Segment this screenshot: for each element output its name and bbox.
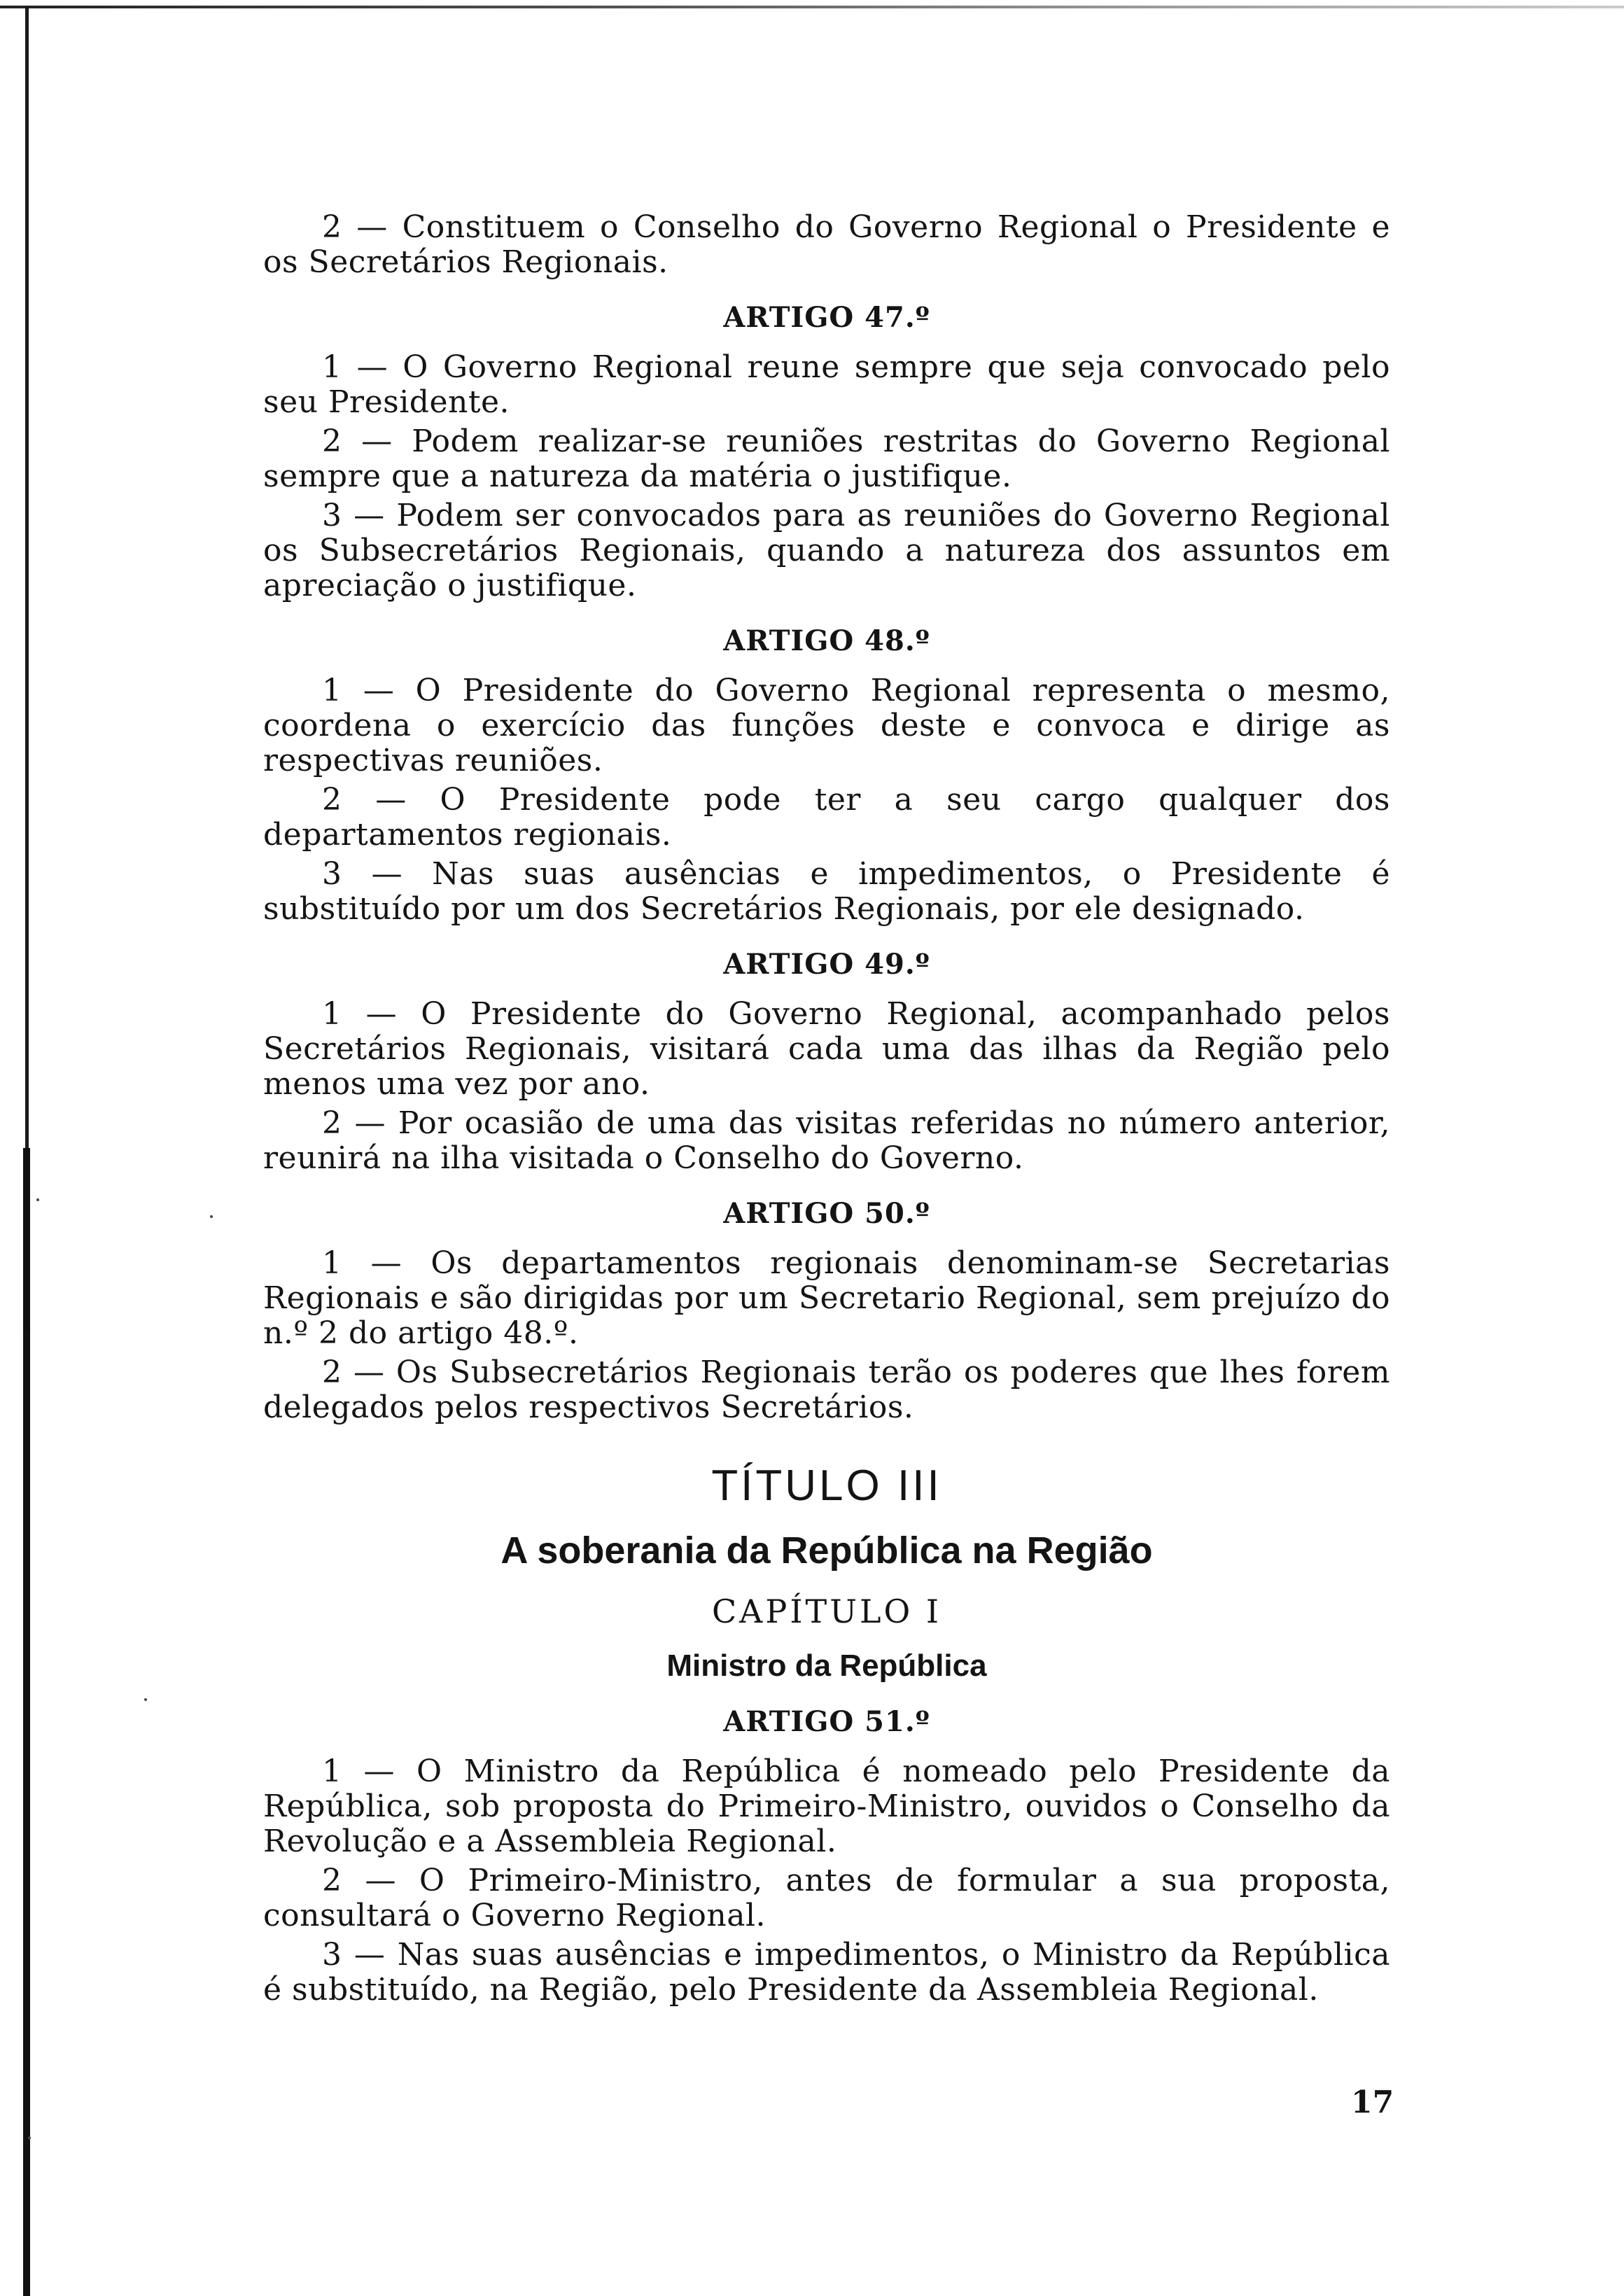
article-heading: ARTIGO 50.º (723, 1197, 930, 1230)
paragraph: 2 — Podem realizar-se reuniões restritas do Governo Regional sempre que a natureza da matéria o justifique. (263, 424, 1390, 494)
paragraph: 2 — O Primeiro-Ministro, antes de formular a sua proposta, consultará o Governo Regional. (263, 1863, 1390, 1933)
title-section-label: TÍTULO III (711, 1462, 942, 1510)
scan-top-edge (0, 6, 1624, 8)
paragraph: 2 — Os Subsecretários Regionais terão os poderes que lhes forem delegados pelos respectivos Secretários. (263, 1354, 1390, 1425)
article-heading: ARTIGO 49.º (723, 948, 930, 981)
paragraph: 2 — Por ocasião de uma das visitas referidas no número anterior, reunirá na ilha visitada o Conselho do Governo. (263, 1105, 1390, 1176)
scan-speck (144, 1698, 147, 1701)
paragraph: 3 — Nas suas ausências e impedimentos, o Ministro da República é substituído, na Região, pelo Presidente da Assembleia Regional. (263, 1937, 1390, 2008)
paragraph: 3 — Podem ser convocados para as reuniões do Governo Regional os Subsecretários Regionais, quando a natureza dos assuntos em apreciação o justifique. (263, 498, 1390, 603)
paragraph: 1 — Os departamentos regionais denominam-se Secretarias Regionais e são dirigidas por um Secretario Regional, sem prejuízo do n.º 2 do artigo 48.º. (263, 1245, 1390, 1351)
paragraph: 1 — O Ministro da República é nomeado pelo Presidente da República, sob proposta do Primeiro-Ministro, ouvidos o Conselho da Revolução e a Assembleia Regional. (263, 1754, 1390, 1859)
paragraph: 3 — Nas suas ausências e impedimentos, o Presidente é substituído por um dos Secretários Regionais, por ele designado. (263, 856, 1390, 927)
scan-speck (210, 1215, 213, 1218)
title-section-heading: A soberania da República na Região (500, 1530, 1153, 1572)
chapter-heading: Ministro da República (666, 1648, 987, 1683)
page-number: 17 (1351, 2085, 1394, 2120)
scan-speck (36, 1198, 39, 1201)
article-heading: ARTIGO 51.º (723, 1705, 930, 1738)
page-body (263, 210, 1390, 2012)
scan-left-edge-shadow (23, 1148, 30, 1337)
article-heading: ARTIGO 48.º (723, 624, 930, 657)
scan-left-edge-shadow-lower (23, 1330, 30, 2296)
paragraph: 2 — Constituem o Conselho do Governo Regional o Presidente e os Secretários Regionais. (263, 209, 1390, 280)
paragraph: 1 — O Governo Regional reune sempre que seja convocado pelo seu Presidente. (263, 349, 1390, 420)
chapter-label: CAPÍTULO I (711, 1592, 942, 1630)
paragraph: 1 — O Presidente do Governo Regional, acompanhado pelos Secretários Regionais, visitará cada uma das ilhas da Região pelo menos uma vez por ano. (263, 996, 1390, 1102)
scan-speck (28, 2136, 31, 2139)
paragraph: 2 — O Presidente pode ter a seu cargo qualquer dos departamentos regionais. (263, 782, 1390, 853)
paragraph: 1 — O Presidente do Governo Regional representa o mesmo, coordena o exercício das funções deste e convoca e dirige as respectivas reuniões. (263, 673, 1390, 778)
article-heading: ARTIGO 47.º (723, 301, 930, 334)
